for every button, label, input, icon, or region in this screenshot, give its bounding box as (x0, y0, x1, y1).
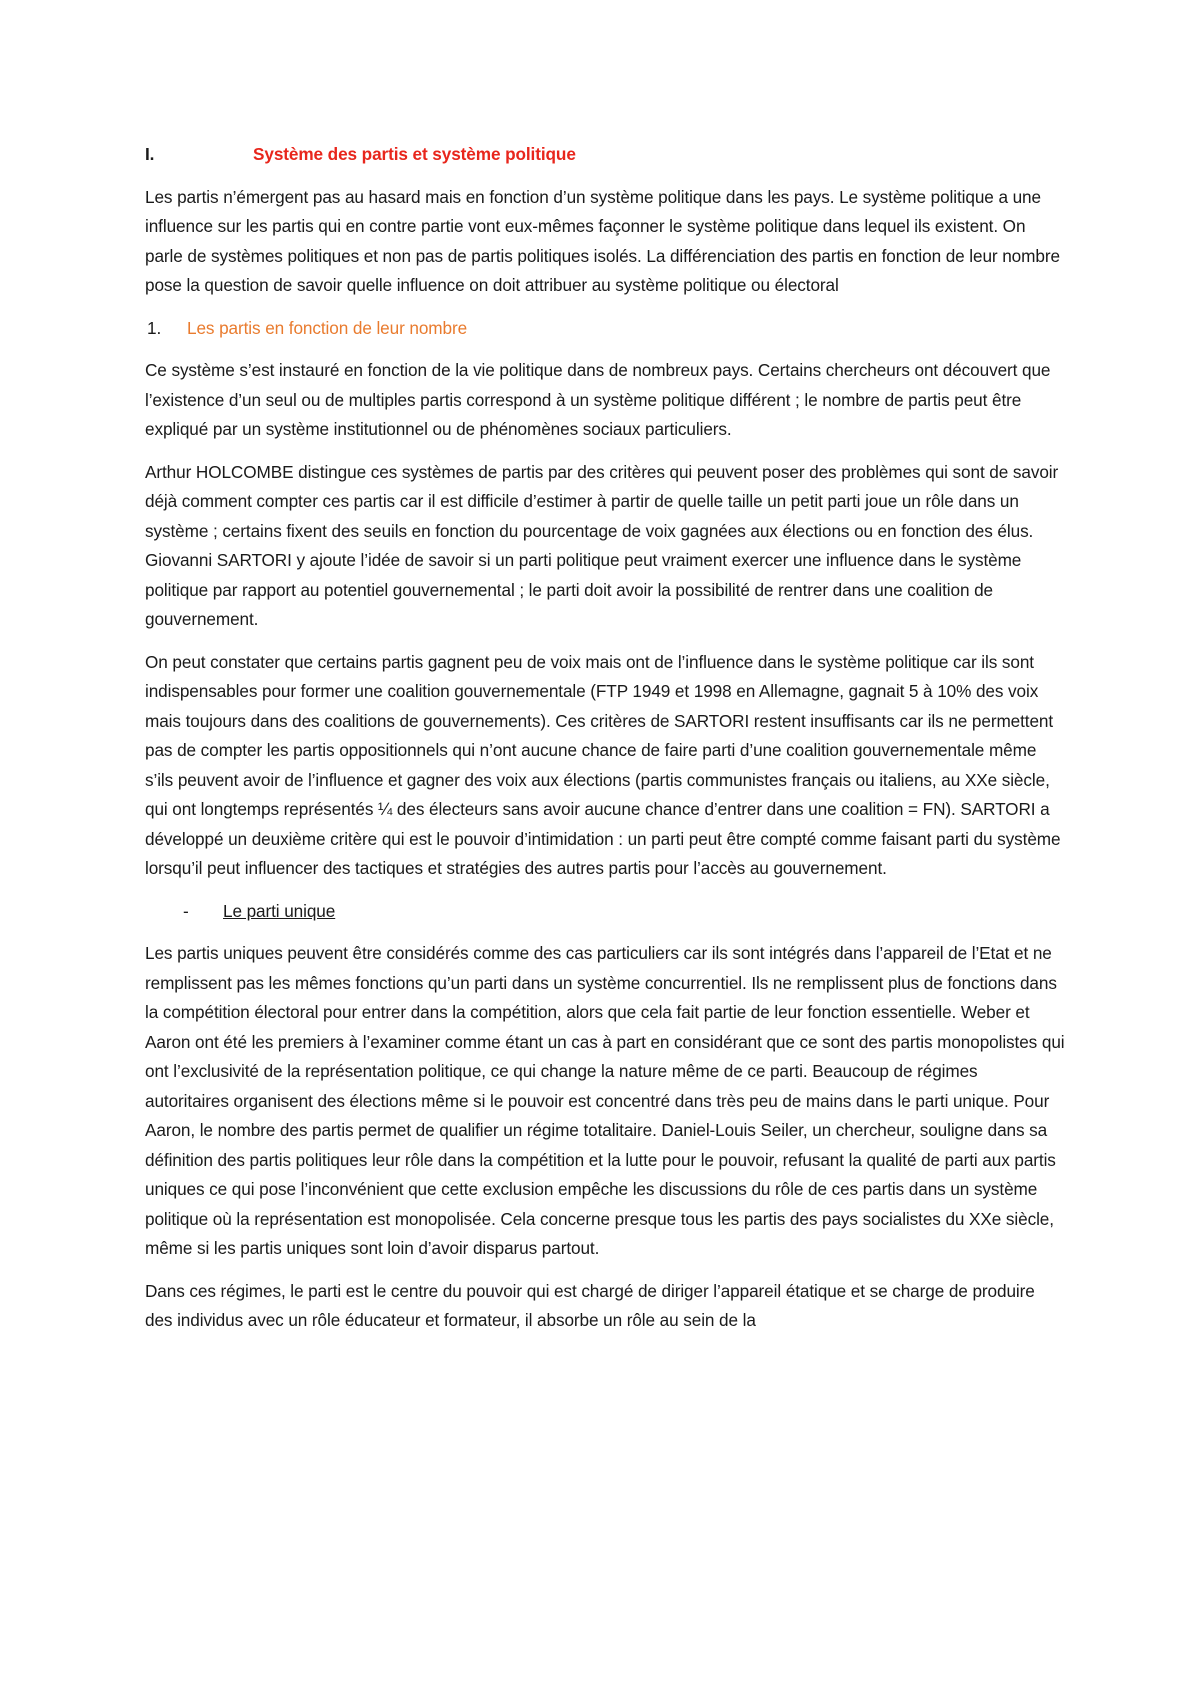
paragraph-system: Ce système s’est instauré en fonction de la vie politique dans de nombreux pays. Certains chercheurs ont découvert que l’existence d’un seul ou de multiples partis correspond à un système politique différent ; le nombre de partis peut être expliqué par un système institutionnel ou de phénomènes sociaux particuliers. (145, 360, 1051, 439)
paragraph-intro: Les partis n’émergent pas au hasard mais en fonction d’un système politique dans les pays. Le système politique a une influence sur les partis qui en contre partie vont eux-mêmes façonner le système politique dans lequel ils existent. On parle de systèmes politiques et non pas de partis politiques isolés. La différenciation des partis en fonction de leur nombre pose la question de savoir quelle influence on doit attribuer au système politique ou électoral (145, 186, 1060, 295)
document-content (145, 140, 1065, 1349)
subsubsection-bullet: - (183, 900, 189, 921)
paragraph-parti-unique: Les partis uniques peuvent être considérés comme des cas particuliers car ils sont intégrés dans l’appareil de l’Etat et ne remplissent pas les mêmes fonctions qu’un parti dans un système concurrentiel. Ils ne remplissent plus de fonctions dans la compétition électoral pour entrer dans la compétition, alors que cela fait partie de leur fonction essentielle. Weber et Aaron ont été les premiers à l’examiner comme étant un cas à part en considérant que ce sont des partis monopolistes qui ont l’exclusivité de la représentation politique, ce qui change la nature même de ce parti. Beaucoup de régimes autoritaires organisent des élections même si le pouvoir est concentré dans très peu de mains dans le parti unique. Pour Aaron, le nombre des partis permet de qualifier un régime totalitaire. Daniel-Louis Seiler, un chercheur, souligne dans sa définition des partis politiques leur rôle dans la compétition et la lutte pour le pouvoir, refusant la qualité de parti aux partis uniques ce qui pose l’inconvénient que cette exclusion empêche les discussions du rôle de ces partis dans un système politique où la représentation est monopolisée. Cela concerne presque tous les partis des pays socialistes du XXe siècle, même si les partis uniques sont loin d’avoir disparus partout. (145, 943, 1065, 1258)
paragraph-holcombe: Arthur HOLCOMBE distingue ces systèmes de partis par des critères qui peuvent poser des problèmes qui sont de savoir déjà comment compter ces partis car il est difficile d’estimer à partir de quelle taille un petit parti joue un rôle dans un système ; certains fixent des seuils en fonction du pourcentage de voix gagnées aux élections ou en fonction des élus. Giovanni SARTORI y ajoute l’idée de savoir si un parti politique peut vraiment exercer une influence dans le système politique par rapport au potentiel gouvernemental ; le parti doit avoir la possibilité de rentrer dans une coalition de gouvernement. (145, 461, 1059, 629)
subsubsection-heading (145, 897, 1065, 927)
subsubsection-title: Le parti unique (223, 900, 336, 921)
subsection-number: 1. (147, 317, 162, 338)
paragraph-sartori: On peut constater que certains partis gagnent peu de voix mais ont de l’influence dans le système politique car ils sont indispensables pour former une coalition gouvernementale (FTP 1949 et 1998 en Allemagne, gagnait 5 à 10% des voix mais toujours dans des coalitions de gouvernements). Ces critères de SARTORI restent insuffisants car ils ne permettent pas de compter les partis oppositionnels qui n’ont aucune chance de faire parti d’une coalition gouvernementale même s’ils peuvent avoir de l’influence et gagner des voix aux élections (partis communistes français ou italiens, au XXe siècle, qui ont longtemps représentés ¼ des électeurs sans avoir aucune chance d’entrer dans une coalition = FN). SARTORI a développé un deuxième critère qui est le pouvoir d’intimidation : un parti peut être compté comme faisant parti du système lorsqu’il peut influencer des tactiques et stratégies des autres partis pour l’accès au gouvernement. (145, 651, 1061, 878)
section-number: I. (145, 144, 155, 164)
paragraph-regimes: Dans ces régimes, le parti est le centre du pouvoir qui est chargé de diriger l’appareil étatique et se charge de produire des individus avec un rôle éducateur et formateur, il absorbe un rôle au sein de la (145, 1280, 1035, 1330)
subsection-heading (145, 314, 1065, 344)
section-heading (145, 140, 1065, 170)
subsection-title: Les partis en fonction de leur nombre (187, 317, 468, 338)
section-title: Système des partis et système politique (253, 144, 576, 164)
